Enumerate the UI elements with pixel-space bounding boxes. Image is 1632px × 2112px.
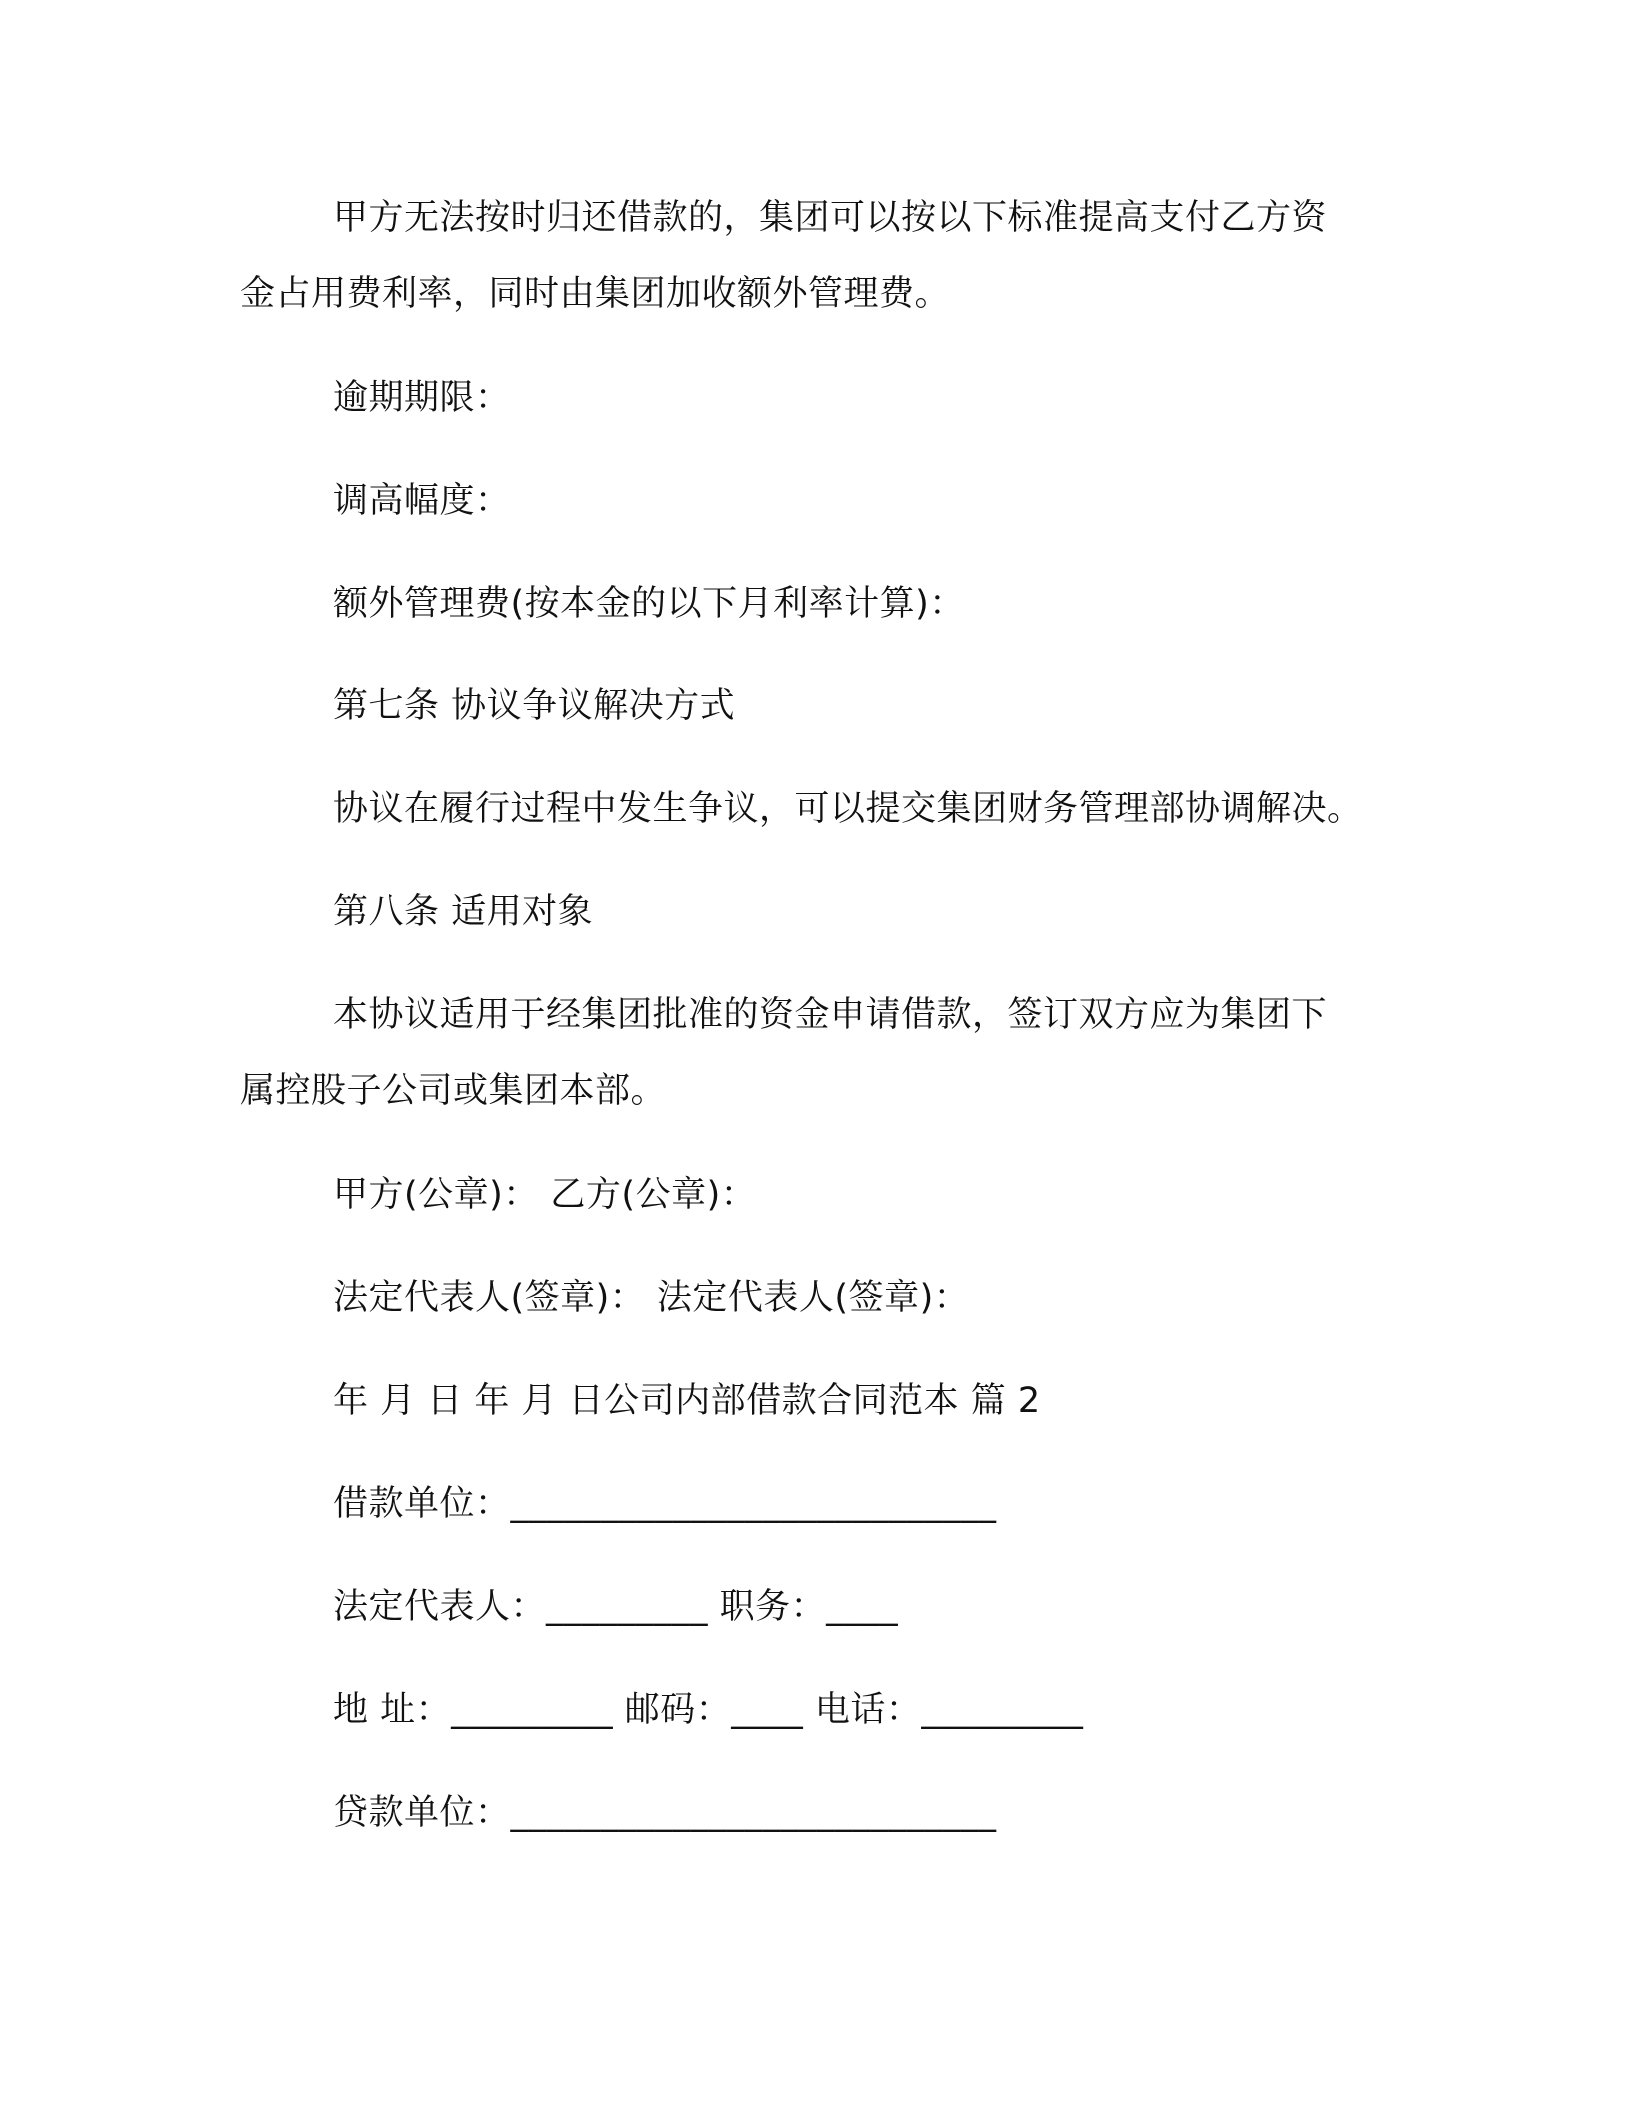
paragraph-overdue-line-1: 甲方无法按时归还借款的，集团可以按以下标准提高支付乙方资 <box>333 198 1328 238</box>
article-8-text-line-1: 本协议适用于经集团批准的资金申请借款，签订双方应为集团下 <box>333 995 1328 1035</box>
borrower-unit-field: 借款单位：___________________________ <box>333 1484 997 1524</box>
article-8-heading: 第八条 适用对象 <box>333 892 594 932</box>
date-and-contract-title: 年 月 日 年 月 日公司内部借款合同范本 篇 2 <box>333 1381 1041 1421</box>
seal-line: 甲方(公章)： 乙方(公章)： <box>333 1175 757 1215</box>
overdue-period-label: 逾期期限： <box>333 378 511 418</box>
legal-rep-signature-line: 法定代表人(签章)： 法定代表人(签章)： <box>333 1278 970 1318</box>
article-8-text-line-2: 属控股子公司或集团本部。 <box>240 1071 667 1111</box>
article-7-heading: 第七条 协议争议解决方式 <box>333 686 736 726</box>
increase-range-label: 调高幅度： <box>333 481 511 521</box>
article-7-text: 协议在履行过程中发生争议，可以提交集团财务管理部协调解决。 <box>333 789 1363 829</box>
address-postcode-phone-field: 地 址：_________ 邮码：____ 电话：_________ <box>333 1690 1084 1730</box>
legal-rep-position-field: 法定代表人：_________ 职务：____ <box>333 1587 899 1627</box>
lender-unit-field: 贷款单位：___________________________ <box>333 1793 997 1833</box>
extra-fee-label: 额外管理费(按本金的以下月利率计算)： <box>333 584 965 624</box>
paragraph-overdue-line-2: 金占用费利率，同时由集团加收额外管理费。 <box>240 274 951 314</box>
